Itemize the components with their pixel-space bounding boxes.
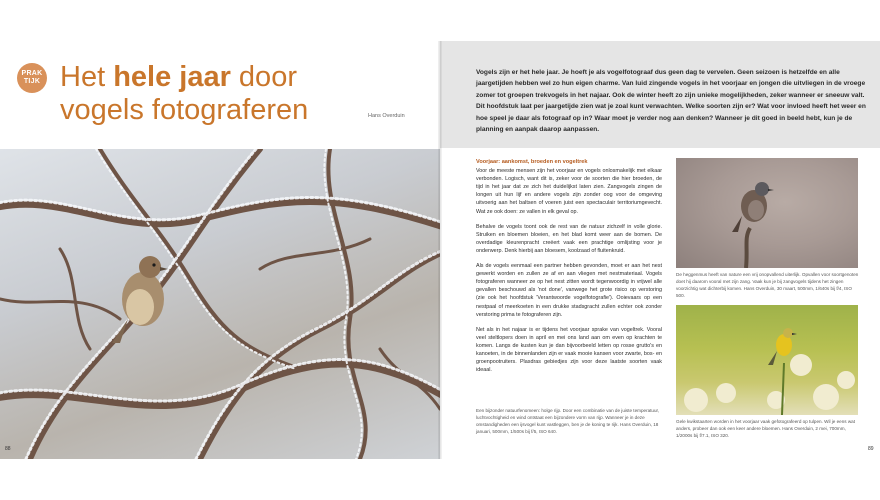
wagtail-caption: Gele kwikstaarten worden in het voorjaar vaak gefotografeerd op tulpen. Wil je eens wat anders, probeer dan ook een keer andere bloemen. Hans Overduin, 2 mei, 700mm, 1/2000s bij f/7.1, ISO 320. xyxy=(676,419,855,438)
gutter-shadow xyxy=(438,41,442,459)
page-number-left: 88 xyxy=(5,446,11,452)
magazine-spread xyxy=(0,41,880,459)
body-paragraph-4: Net als in het najaar is er tijdens het voorjaar sprake van vogeltrek. Vooral veel steltlopers doen in april en mei ons land aan om even op krachten te komen. Langs de kusten kun je dan bijvoorbeeld letten op rosse grutto's en kanoeten, in de binnenlanden zijn er vaak mooie kansen voor zwarte, bos- en groenpootruiters. Plasdras gebiedjes zijn voor deze laatste soorten vaak ideaal. xyxy=(476,326,662,374)
frosted-branches-illustration xyxy=(0,149,440,459)
title-line-2: vogels fotograferen xyxy=(60,94,309,126)
left-page xyxy=(0,41,440,459)
section-heading: Voorjaar: aankomst, broeden en vogeltrek xyxy=(476,159,588,165)
yellow-wagtail-photo xyxy=(676,305,858,415)
article-title xyxy=(60,61,400,127)
dunnock-caption: De heggenmus heeft van nature een vrij onopvallend uiterlijk. Opvallen voor soortgenoten doet hij daarom vooral met zijn zang. Vaak kun je bij zangvogels tijdens het zingen voorzichtig wat dichterbij komen. Hans Overduin, 30 maart, 500mm, 1/640s bij f/4, ISO 500. xyxy=(676,272,859,298)
frosted-branches-bird-photo xyxy=(0,149,440,459)
page-number-right: 89 xyxy=(868,446,874,452)
intro-paragraph: Vogels zijn er het hele jaar. Je hoeft je als vogelfotograaf dus geen dag te vervelen. Geen seizoen is hetzelfde en alle jaargetijden hebben wel zo hun eigen charme. Van luid zingende vogels in het voorjaar en jongen die uitvliegen in de vroege zomer tot groepen trekvogels in het najaar. Ook de winter heeft zo zijn unieke mogelijkheden, zeker wanneer er sneeuw valt. Dit hoofdstuk laat per jaargetijde zien wat je zoal kunt verwachten. Welke soorten zijn er? Wat voor invloed heeft het weer en hoe speel je daar als fotograaf op in? Waar moet je verder nog aan denken? Wanneer je dit goed in beeld hebt, kun je de planning en aanpak daarop aanpassen. xyxy=(476,69,866,134)
section-badge xyxy=(17,63,47,93)
right-page xyxy=(440,41,880,459)
badge-line-2: TIJK xyxy=(23,78,41,85)
body-column xyxy=(476,158,662,381)
wagtail-illustration xyxy=(676,305,858,415)
title-part-2: door xyxy=(230,61,297,93)
main-photo-caption: Een bijzonder natuurfenomeen: holge rijp. Door een combinatie van de juiste temperatuur, luchtvochtigheid en wind ontstaat een bijzondere vorm van rijp. Wanneer je in deze omstandigheden een ijsvogel kunt vastleggen, ben je de koning te rijk. Hans Overduin, 18 januari, 500mm, 1/500s bij f/5, ISO 640. xyxy=(476,408,660,434)
title-part-1: Het xyxy=(60,61,114,93)
body-paragraph-1: Voor de meeste mensen zijn het voorjaar en vogels onlosmakelijk met elkaar verbonden. Logisch, want dit is, zeker voor de soorten die hier broeden, de tijd in het jaar dat ze zich het duidelijkst laten zien. Zangvogels zingen de longen uit hun lijf en andere vogels zijn zonder oog voor de omgeving uitvoerig aan het baltsen of voeren juist een spectaculair territoriumgevecht. Wat ze ook doen: ze vallen in elk geval op. xyxy=(476,168,662,215)
body-paragraph-2: Behalve de vogels toont ook de rest van de natuur zichzelf in volle glorie. Struiken en bloemen bloeien, en het blad komt weer aan de bomen. De overdadige kleurenpracht creëert vaak een prachtige omlijsting voor je onderwerp. Denk hierbij aan bloesem, koolzaad of fluitenkruid. xyxy=(476,223,662,254)
dunnock-illustration xyxy=(676,158,858,268)
title-bold: hele jaar xyxy=(113,61,231,93)
badge-line-1: PRAK xyxy=(21,70,43,77)
body-paragraph-3: Als de vogels eenmaal een partner hebben gevonden, moet er aan het nest gewerkt worden en zullen ze af en aan vliegen met nestmateriaal. Vogels fotograferen wanneer ze op het nest zitten wordt tegenwoordig in vrijwel alle gevallen beschouwd als 'not done', vanwege het grote risico op verstoring (zie ook het hoofdstuk 'Verantwoorde vogelfotografie'). Ooievaars op een nestpaal of meerkoeten in een drukke stadsgracht zullen echter ook zonder verstoring prima te fotograferen zijn. xyxy=(476,263,662,318)
dunnock-photo xyxy=(676,158,858,268)
author-credit: Hans Overduin xyxy=(368,113,405,119)
